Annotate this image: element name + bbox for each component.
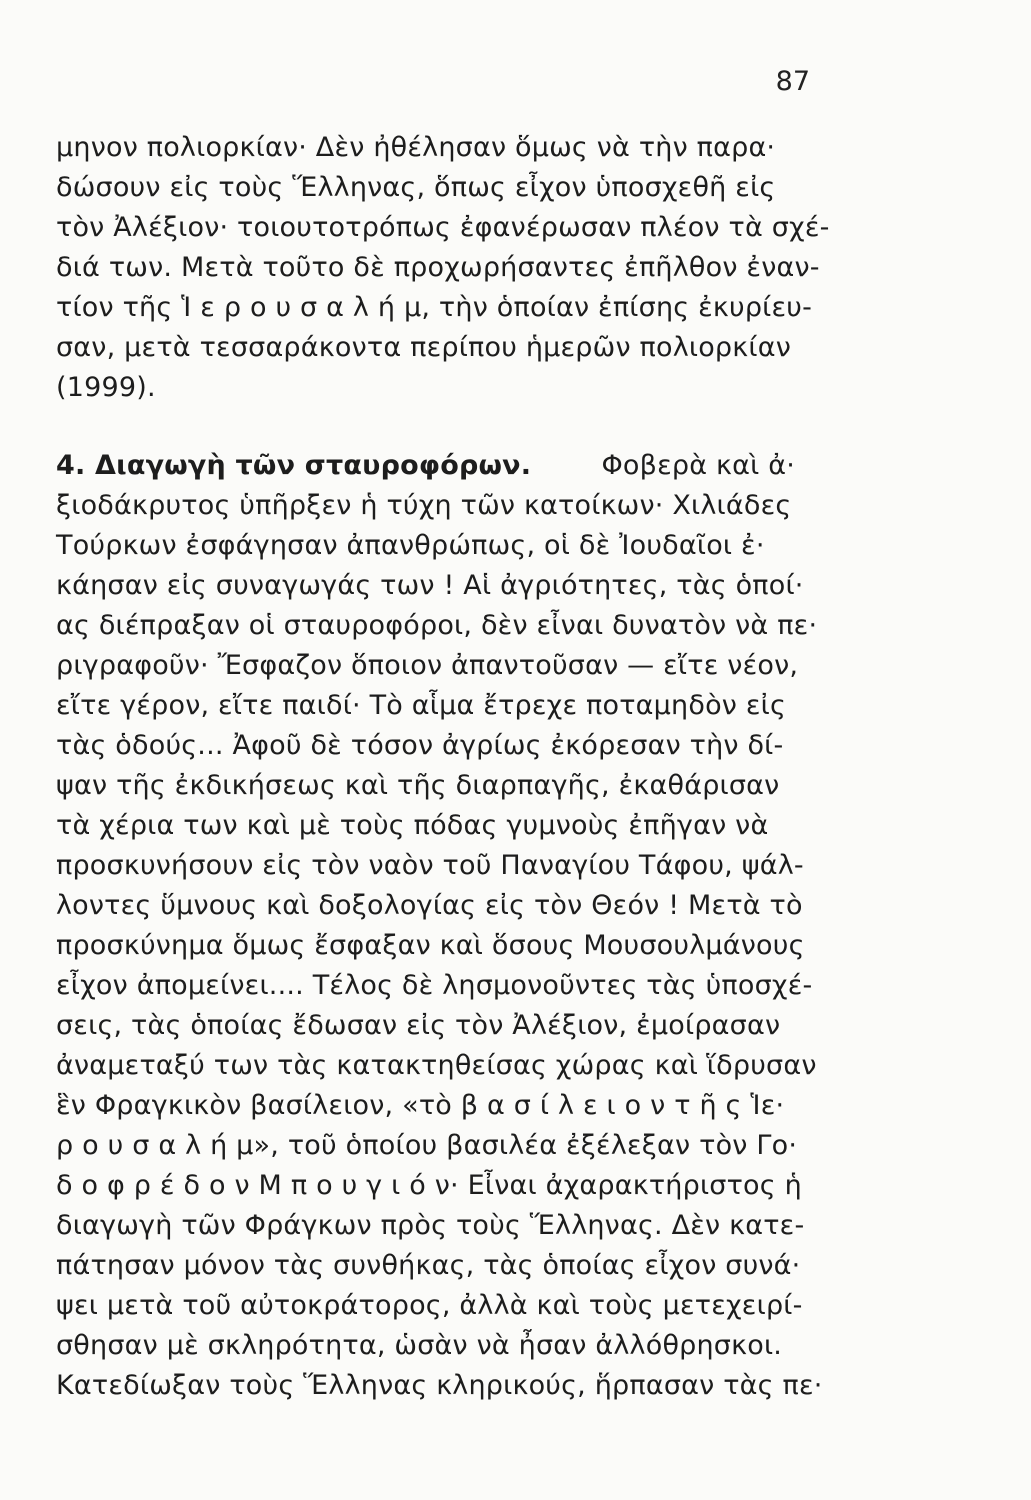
text-line: ριγραφοῦν· Ἔσφαζον ὅποιον ἀπαντοῦσαν — εἴτε νέον, bbox=[56, 650, 799, 681]
text-line: ας διέπραξαν οἱ σταυροφόροι, δὲν εἶναι δυνατὸν νὰ πε· bbox=[56, 610, 818, 641]
text-line: ρ ο υ σ α λ ή μ», τοῦ ὁποίου βασιλέα ἐξέλεξαν τὸν Γο· bbox=[56, 1130, 798, 1161]
page-number: 87 bbox=[775, 66, 810, 97]
text-line: κάησαν εἰς συναγωγάς των ! Αἱ ἀγριότητες, τὰς ὁποί· bbox=[56, 570, 804, 601]
text-line: σαν, μετὰ τεσσαράκοντα περίπου ἡμερῶν πολιορκίαν bbox=[56, 332, 792, 363]
section-heading: 4. Διαγωγὴ τῶν σταυροφόρων. bbox=[56, 450, 532, 481]
text-line: προσκυνήσουν εἰς τὸν ναὸν τοῦ Παναγίου Τάφου, ψάλ- bbox=[56, 850, 804, 881]
text-line: δ ο φ ρ έ δ ο ν Μ π ο υ γ ι ό ν· Εἶναι ἀχαρακτήριστος ἡ bbox=[56, 1170, 802, 1201]
text-line: Κατεδίωξαν τοὺς Ἕλληνας κληρικούς, ἥρπασαν τὰς πε· bbox=[56, 1370, 823, 1401]
text-line: Τούρκων ἐσφάγησαν ἀπανθρώπως, οἱ δὲ Ἰουδαῖοι ἐ· bbox=[56, 530, 765, 561]
text-line: προσκύνημα ὅμως ἔσφαξαν καὶ ὅσους Μουσουλμάνους bbox=[56, 930, 805, 961]
text-line: πάτησαν μόνον τὰς συνθήκας, τὰς ὁποίας εἶχον συνά· bbox=[56, 1250, 801, 1281]
text-line: εἶχον ἀπομείνει.... Τέλος δὲ λησμονοῦντες τὰς ὑποσχέ- bbox=[56, 970, 813, 1001]
paragraph-2 bbox=[56, 446, 846, 1406]
text-line: τίον τῆς Ἱ ε ρ ο υ σ α λ ή μ, τὴν ὁποίαν ἐπίσης ἐκυρίευ- bbox=[56, 292, 813, 323]
body-text bbox=[56, 128, 846, 1406]
text-line: δώσουν εἰς τοὺς Ἕλληνας, ὅπως εἶχον ὑποσχεθῆ εἰς bbox=[56, 172, 776, 203]
heading-continuation: Φοβερὰ καὶ ἀ· bbox=[601, 450, 795, 481]
paragraph-1 bbox=[56, 128, 846, 408]
paragraph-gap bbox=[56, 408, 846, 446]
text-line: ψαν τῆς ἐκδικήσεως καὶ τῆς διαρπαγῆς, ἐκαθάρισαν bbox=[56, 770, 780, 801]
text-line: σεις, τὰς ὁποίας ἔδωσαν εἰς τὸν Ἀλέξιον, ἐμοίρασαν bbox=[56, 1010, 781, 1041]
text-line: λοντες ὕμνους καὶ δοξολογίας εἰς τὸν Θεόν ! Μετὰ τὸ bbox=[56, 890, 803, 921]
text-line: διαγωγὴ τῶν Φράγκων πρὸς τοὺς Ἕλληνας. Δὲν κατε- bbox=[56, 1210, 805, 1241]
text-line: ξιοδάκρυτος ὑπῆρξεν ἡ τύχη τῶν κατοίκων· Χιλιάδες bbox=[56, 490, 792, 521]
text-line: τὰς ὁδούς... Ἀφοῦ δὲ τόσον ἀγρίως ἐκόρεσαν τὴν δί- bbox=[56, 730, 784, 761]
text-line: διά των. Μετὰ τοῦτο δὲ προχωρήσαντες ἐπῆλθον ἐναν- bbox=[56, 252, 820, 283]
text-line: τὸν Ἀλέξιον· τοιουτοτρόπως ἐφανέρωσαν πλέον τὰ σχέ- bbox=[56, 212, 830, 243]
text-line: σθησαν μὲ σκληρότητα, ὡσὰν νὰ ἦσαν ἀλλόθρησκοι. bbox=[56, 1330, 783, 1361]
text-line: εἴτε γέρον, εἴτε παιδί· Τὸ αἷμα ἔτρεχε ποταμηδὸν εἰς bbox=[56, 690, 787, 721]
text-line: (1999). bbox=[56, 372, 156, 403]
text-line: τὰ χέρια των καὶ μὲ τοὺς πόδας γυμνοὺς ἐπῆγαν νὰ bbox=[56, 810, 769, 841]
text-line: μηνον πολιορκίαν· Δὲν ἠθέλησαν ὅμως νὰ τὴν παρα· bbox=[56, 132, 776, 163]
text-line: ψει μετὰ τοῦ αὐτοκράτορος, ἀλλὰ καὶ τοὺς μετεχειρί- bbox=[56, 1290, 803, 1321]
section-heading-line bbox=[56, 446, 846, 486]
text-line: ἀναμεταξύ των τὰς κατακτηθείσας χώρας καὶ ἵδρυσαν bbox=[56, 1050, 817, 1081]
text-line: ἓν Φραγκικὸν βασίλειον, «τὸ β α σ ί λ ε ι ο ν τ ῆ ς Ἱε· bbox=[56, 1090, 785, 1121]
